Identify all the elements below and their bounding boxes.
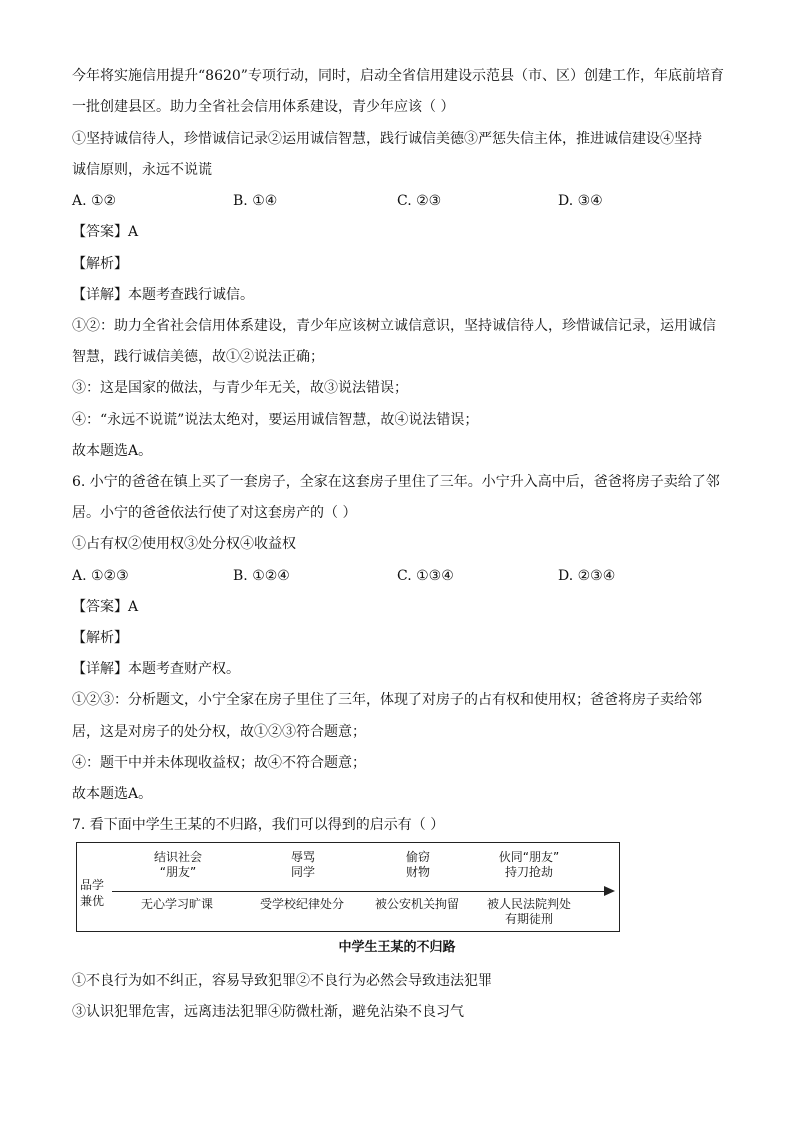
figure-title: 中学生王某的不归路 [338, 940, 456, 955]
q6-statements: ①占有权②使用权③处分权④收益权 [72, 536, 296, 552]
axis-label-1: 品学 [80, 878, 105, 892]
q5-detail: 【详解】本题考查践行诚信。 [72, 287, 254, 303]
event-above-4 [474, 850, 584, 880]
event-below-3-line-1: 被公安机关拘留 [374, 897, 459, 911]
event-below-4 [470, 897, 588, 927]
q6-explain-line-1: ①②③：分析题文，小宁全家在房子里住了三年，体现了对房子的占有权和使用权；爸爸将房子卖给邻 [72, 692, 702, 708]
q7-statements-line-2: ③认识犯罪危害，远离违法犯罪④防微杜渐，避免沾染不良习气 [72, 1004, 464, 1020]
timeline-arrow-head [604, 886, 615, 896]
timeline-arrow-line [112, 891, 606, 892]
event-below-1 [122, 897, 232, 912]
q5-statements-line-2: 诚信原则，永远不说谎 [72, 162, 212, 178]
q6-answer: 【答案】A [72, 599, 139, 615]
event-above-1 [128, 850, 228, 880]
q5-option-c: C. ②③ [397, 193, 442, 209]
q6-option-a: A. ①②③ [72, 568, 129, 584]
event-above-4-line-2: 持刀抢劫 [504, 865, 553, 879]
event-above-2-line-2: 同学 [290, 865, 315, 879]
event-above-2 [258, 850, 348, 880]
q6-stem-line-1: 6. 小宁的爸爸在镇上买了一套房子，全家在这套房子里住了三年。小宁升入高中后，爸爸将房子卖给了邻 [72, 474, 720, 490]
q7-statements-line-1: ①不良行为如不纠正，容易导致犯罪②不良行为必然会导致违法犯罪 [72, 973, 492, 989]
q6-analysis-label: 【解析】 [72, 630, 128, 646]
event-above-4-line-1: 伙同“朋友” [498, 850, 560, 864]
axis-label-2: 兼优 [80, 894, 105, 908]
q6-option-b: B. ①②④ [233, 568, 290, 584]
event-above-3-line-2: 财物 [405, 865, 430, 879]
q5-option-d: D. ③④ [558, 193, 603, 209]
q6-stem-line-2: 居。小宁的爸爸依法行使了对这套房产的（ ） [72, 505, 357, 521]
event-below-4-line-1: 被人民法院判处 [486, 897, 571, 911]
q5-explain-line-4: ④：“永远不说谎”说法太绝对，要运用诚信智慧，故④说法错误； [72, 412, 479, 428]
event-below-3 [358, 897, 476, 912]
q6-option-d: D. ②③④ [558, 568, 616, 584]
q5-explain-line-2: 智慧，践行诚信美德，故①②说法正确； [72, 349, 324, 365]
event-below-2-line-1: 受学校纪律处分 [259, 897, 344, 911]
event-above-2-line-1: 辱骂 [290, 850, 315, 864]
q5-stem-line-1: 今年将实施信用提升“8620”专项行动，同时，启动全省信用建设示范县（市、区）创建工作，年底前培育 [72, 68, 724, 84]
q5-conclusion: 故本题选A。 [72, 443, 153, 459]
event-above-1-line-2: “朋友” [159, 865, 197, 879]
q6-conclusion: 故本题选A。 [72, 786, 153, 802]
q5-option-b: B. ①④ [233, 193, 278, 209]
q5-explain-line-1: ①②：助力全省社会信用体系建设，青少年应该树立诚信意识，坚持诚信待人，珍惜诚信记录，运用诚信 [72, 318, 716, 334]
q5-option-a: A. ①② [72, 193, 117, 209]
q6-explain-line-2: 居，这是对房子的处分权，故①②③符合题意； [72, 724, 366, 740]
event-above-1-line-1: 结识社会 [153, 850, 202, 864]
q6-option-c: C. ①③④ [397, 568, 454, 584]
event-above-3-line-1: 偷窃 [405, 850, 430, 864]
event-below-4-line-2: 有期徒刑 [504, 912, 553, 926]
q5-stem-line-2: 一批创建县区。助力全省社会信用体系建设，青少年应该（ ） [72, 99, 455, 115]
q5-statements-line-1: ①坚持诚信待人，珍惜诚信记录②运用诚信智慧，践行诚信美德③严惩失信主体，推进诚信建设④坚持 [72, 131, 702, 147]
q5-analysis-label: 【解析】 [72, 256, 128, 272]
event-above-3 [373, 850, 463, 880]
q5-answer: 【答案】A [72, 224, 139, 240]
q6-explain-line-3: ④：题干中并未体现收益权；故④不符合题意； [72, 755, 366, 771]
q5-explain-line-3: ③：这是国家的做法，与青少年无关，故③说法错误； [72, 380, 408, 396]
q7-stem: 7. 看下面中学生王某的不归路，我们可以得到的启示有（ ） [72, 817, 445, 833]
event-below-2 [243, 897, 361, 912]
q6-detail: 【详解】本题考查财产权。 [72, 661, 240, 677]
event-below-1-line-1: 无心学习旷课 [140, 897, 213, 911]
